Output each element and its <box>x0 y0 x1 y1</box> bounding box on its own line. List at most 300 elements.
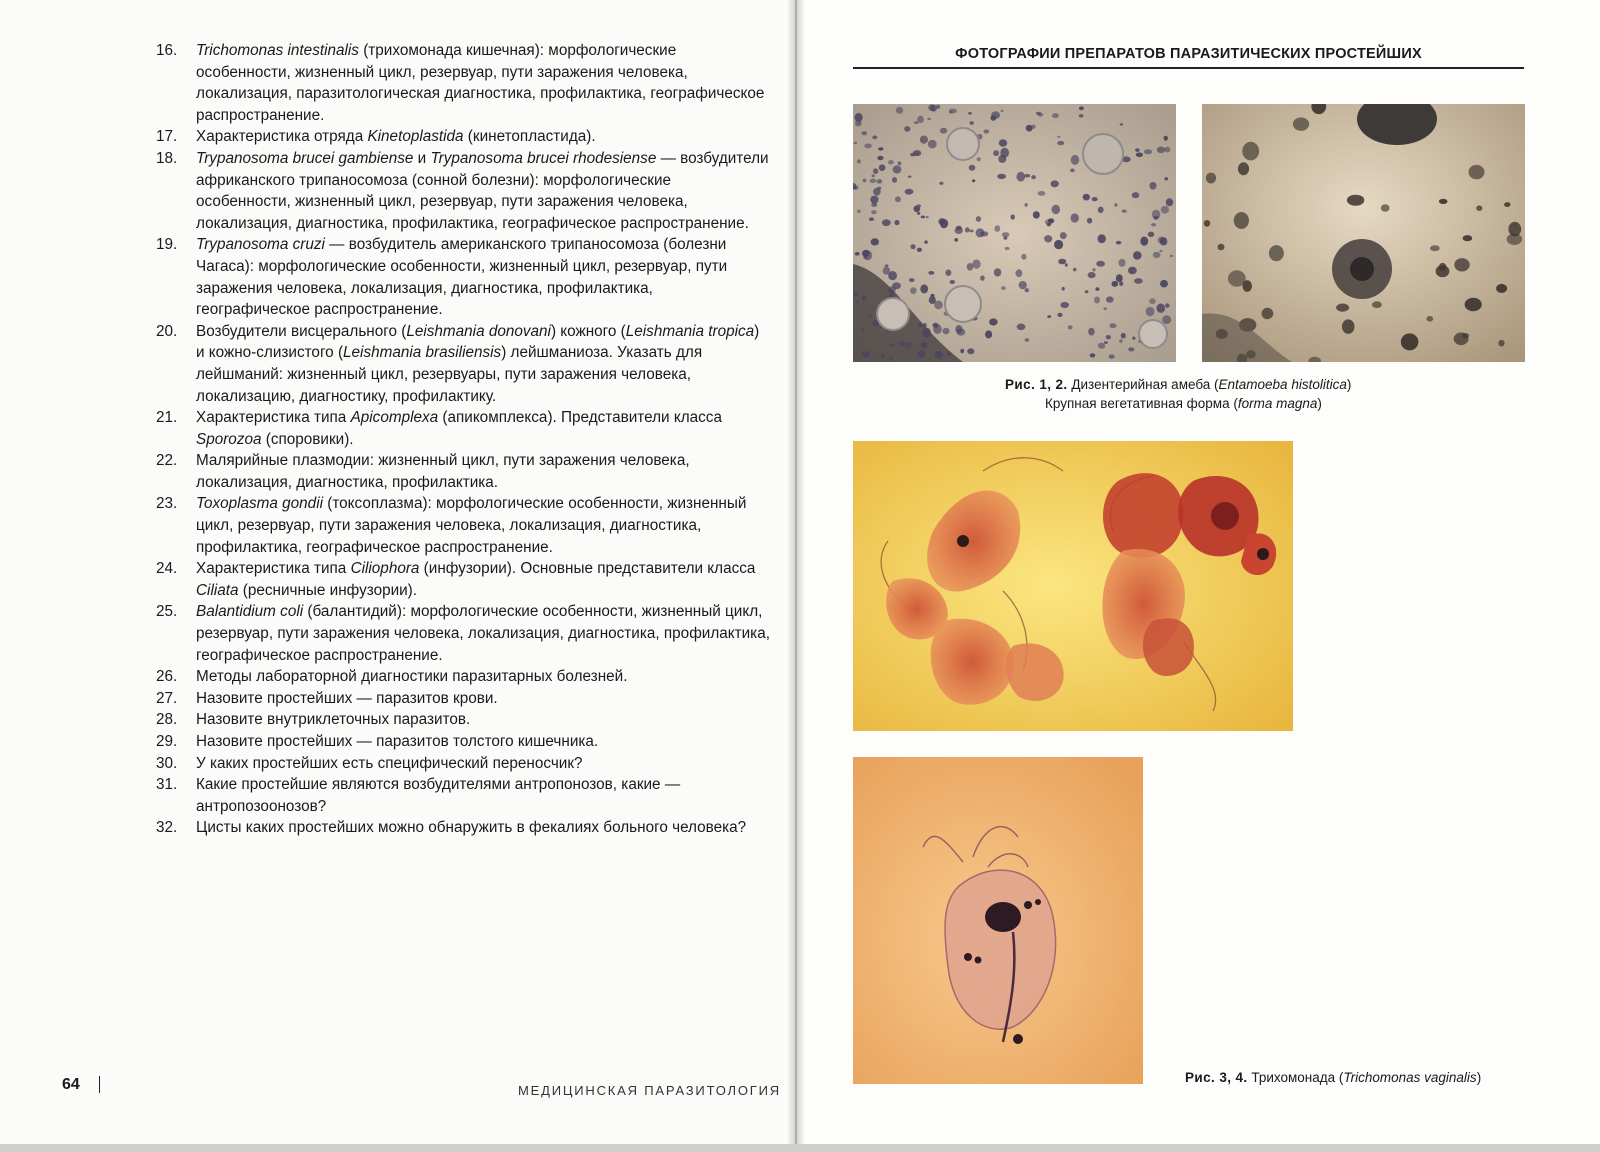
latin-name: Ciliophora <box>350 560 420 578</box>
stain-particle <box>1016 269 1023 277</box>
question-text: (трихомонада кишечная): морфологические особенности, жизненный цикл, резервуар, пути заражения человека, локализация, паразитологическая диагностика, профилактика, географическое распространение. <box>196 42 765 124</box>
stain-particle <box>909 278 915 282</box>
stain-particle <box>1269 245 1284 261</box>
stain-particle <box>1436 265 1450 277</box>
stain-particle <box>918 350 926 358</box>
question-text: и <box>413 149 431 167</box>
stain-particle <box>1150 182 1157 190</box>
stain-particle <box>1119 339 1123 342</box>
question-number: 16. <box>156 42 178 59</box>
stain-particle <box>1463 235 1473 241</box>
question-text: Назовите простейших — паразитов крови. <box>196 689 498 707</box>
stain-particle <box>899 341 906 347</box>
stain-particle <box>1088 328 1095 336</box>
stain-particle <box>957 329 966 336</box>
section-title: ФОТОГРАФИИ ПРЕПАРАТОВ ПАРАЗИТИЧЕСКИХ ПРОСТЕЙШИХ <box>955 46 1422 62</box>
stain-particle <box>862 303 865 306</box>
question-text: Назовите простейших — паразитов толстого кишечника. <box>196 733 599 750</box>
question-item <box>150 666 770 688</box>
stain-particle <box>1038 113 1043 117</box>
stain-particle <box>914 121 919 124</box>
stain-particle <box>1017 172 1026 182</box>
latin-name: Leishmania tropica <box>625 322 755 340</box>
stain-particle <box>1144 149 1152 154</box>
questions-list <box>150 40 770 839</box>
stain-particle <box>1132 192 1140 198</box>
stain-particle <box>1157 304 1166 313</box>
stain-particle <box>1119 259 1126 267</box>
latin-name: Balantidium coli <box>196 603 304 621</box>
stain-particle <box>1149 298 1155 304</box>
stain-particle <box>1019 281 1027 289</box>
stain-particle <box>1096 261 1105 267</box>
stain-particle <box>927 118 931 120</box>
question-text: Возбудители висцерального ( <box>196 322 407 340</box>
stain-particle <box>1342 319 1355 333</box>
stain-particle <box>914 205 921 212</box>
stain-particle <box>1057 313 1062 317</box>
stain-particle <box>882 219 891 226</box>
stain-particle <box>1057 136 1060 138</box>
stain-particle <box>920 284 928 293</box>
question-item <box>150 688 770 710</box>
stain-particle <box>862 131 868 135</box>
stain-particle <box>969 230 973 233</box>
stain-particle <box>911 244 916 249</box>
question-item <box>150 817 770 839</box>
stain-particle <box>1170 255 1173 257</box>
stain-particle <box>861 328 865 333</box>
stain-particle <box>885 264 889 267</box>
stain-particle <box>1106 296 1114 302</box>
question-text: ) лейшманиоза. Указать для лейшманий: жизненный цикл, резервуары, пути заражения человека, локализацию, диагностику, профилактику. <box>196 344 703 405</box>
stain-particle <box>1092 268 1095 271</box>
stain-particle <box>1128 347 1134 351</box>
latin-name: Apicomplexa <box>350 409 439 427</box>
stain-particle <box>1140 237 1148 246</box>
stain-particle <box>1083 194 1090 201</box>
stain-particle <box>1090 353 1096 357</box>
stain-particle <box>1032 125 1036 129</box>
stain-particle <box>984 129 990 133</box>
question-item <box>150 126 770 148</box>
stain-particle <box>1114 203 1117 207</box>
stain-particle <box>1092 197 1098 201</box>
stain-particle <box>896 107 903 114</box>
stain-particle <box>871 238 879 245</box>
caption-1-2-form: forma magna <box>1237 396 1318 411</box>
stain-particle <box>868 315 872 318</box>
stain-particle <box>999 139 1007 147</box>
stain-particle <box>877 179 882 183</box>
caption-3-4-species: Trichomonas vaginalis <box>1343 1070 1477 1085</box>
stain-particle <box>871 202 877 207</box>
question-text: Характеристика типа <box>196 409 351 427</box>
stain-particle <box>1234 212 1249 229</box>
figure-4-photo <box>853 757 1143 1084</box>
stain-particle <box>1005 247 1010 250</box>
figure-1-2-caption <box>1005 375 1351 413</box>
stain-particle <box>1430 245 1440 251</box>
page-bottom-edge <box>0 1144 1600 1152</box>
stain-particle <box>1031 175 1036 179</box>
stain-particle <box>1218 244 1225 251</box>
stain-particle <box>1146 307 1155 316</box>
stain-particle <box>1098 343 1106 349</box>
stain-particle <box>1504 202 1510 207</box>
stain-particle <box>1262 308 1274 319</box>
question-item <box>150 407 770 450</box>
caption-3-4-text: Трихомонада ( <box>1247 1070 1344 1085</box>
stain-particle <box>1159 250 1162 252</box>
stain-particle <box>918 323 923 328</box>
stain-particle <box>1157 147 1165 154</box>
question-text: Характеристика типа <box>196 560 351 578</box>
stain-particle <box>1133 251 1142 259</box>
stain-particle <box>976 216 981 222</box>
question-item <box>150 709 770 731</box>
stain-particle <box>1002 232 1010 237</box>
stain-particle <box>1242 142 1259 161</box>
stain-particle <box>1121 333 1126 339</box>
stain-particle <box>871 210 876 214</box>
stain-particle <box>864 144 871 149</box>
stain-particle <box>1228 270 1246 286</box>
stain-particle <box>1088 272 1096 278</box>
stain-particle <box>1128 267 1137 275</box>
question-item <box>150 40 770 126</box>
latin-name: Toxoplasma gondii <box>196 495 323 513</box>
stain-particle <box>1165 303 1170 308</box>
question-text: (ресничные инфузории). <box>238 581 418 599</box>
stain-particle <box>872 135 877 139</box>
stain-particle <box>940 128 947 134</box>
stain-particle <box>1164 177 1168 180</box>
figure-3-4-caption <box>1185 1068 1481 1087</box>
stain-particle <box>929 296 936 304</box>
stain-particle <box>968 112 972 115</box>
stain-particle <box>1134 278 1143 284</box>
stain-particle <box>940 219 948 228</box>
stain-particle <box>855 300 859 305</box>
stain-particle <box>1038 191 1046 196</box>
question-text: Малярийные плазмодии: жизненный цикл, пути заражения человека, локализация, диагностика, профилактика. <box>196 452 690 491</box>
stain-particle <box>1026 125 1033 132</box>
stain-particle <box>1372 301 1382 308</box>
stain-particle <box>920 136 928 144</box>
stain-particle <box>923 323 927 327</box>
stain-particle <box>950 280 955 284</box>
stain-particle <box>1095 287 1099 291</box>
stain-particle <box>1025 338 1029 341</box>
stain-particle <box>1024 174 1030 178</box>
stain-particle <box>855 113 863 122</box>
latin-name: Trypanosoma brucei gambiense <box>196 149 414 167</box>
stain-particle <box>972 179 975 182</box>
stain-particle <box>1079 114 1084 117</box>
stain-particle <box>1017 324 1026 331</box>
stain-particle <box>1132 337 1135 340</box>
caption-1-2-species: Entamoeba histolitica <box>1218 377 1347 392</box>
question-text: — возбудители африканского трипаносомоза (сонной болезни): морфологические особенности, жизненный цикл, резервуар, пути заражения человека, локализация, диагностика, профилактика, географическое распространение. <box>196 149 769 232</box>
stain-particle <box>1071 155 1079 165</box>
stain-particle <box>1054 240 1063 249</box>
stain-particle <box>1476 205 1482 211</box>
stain-particle <box>908 176 912 178</box>
stain-particle <box>1454 333 1469 346</box>
stain-particle <box>893 165 902 173</box>
stain-particle <box>1033 211 1040 218</box>
stain-particle <box>976 228 985 237</box>
stain-particle <box>1071 213 1079 222</box>
stain-particle <box>917 212 920 215</box>
question-text: Цисты каких простейших можно обнаружить в фекалиях больного человека? <box>196 819 747 837</box>
stain-particle <box>1021 254 1026 260</box>
question-number: 31. <box>156 776 178 794</box>
latin-name: Trypanosoma brucei rhodesiense <box>430 149 657 167</box>
stain-particle <box>960 349 964 354</box>
stain-particle <box>1047 315 1051 318</box>
stain-particle <box>1087 218 1092 224</box>
caption-1-2-text: Дизентерийная амеба ( <box>1067 377 1219 392</box>
question-text: (кинетопластида). <box>463 128 596 146</box>
stain-particle <box>1048 219 1054 224</box>
stain-particle <box>1025 288 1030 292</box>
stain-particle <box>947 352 951 357</box>
stain-particle <box>1116 274 1123 282</box>
stain-particle <box>862 296 867 301</box>
stain-particle <box>943 328 950 335</box>
stain-particle <box>855 252 860 256</box>
stain-particle <box>1465 298 1482 312</box>
latin-name: Ciliata <box>196 581 239 599</box>
question-number: 21. <box>156 409 178 427</box>
stain-particle <box>906 342 912 348</box>
stain-particle <box>921 342 928 348</box>
figure-3-photo <box>853 441 1293 731</box>
stain-particle <box>1103 307 1107 310</box>
question-item <box>150 450 770 493</box>
stain-particle <box>917 248 922 252</box>
stain-particle <box>1079 106 1084 110</box>
title-rule <box>853 67 1524 69</box>
question-text: (балантидий): морфологические особенности, жизненный цикл, резервуар, пути заражения человека, локализация, диагностика, профилактика, географическое распространение. <box>196 603 770 664</box>
question-number: 17. <box>156 128 178 146</box>
stain-particle <box>1058 259 1066 265</box>
question-text: (токсоплазма): морфологические особенности, жизненный цикл, резервуар, пути заражения человека, локализация, диагностика, профилактика, географическое распространение. <box>196 495 747 556</box>
stain-particle <box>928 271 934 275</box>
stain-particle <box>888 160 894 164</box>
stain-particle <box>905 189 914 195</box>
stain-particle <box>1162 315 1171 324</box>
stain-particle <box>939 182 943 185</box>
question-text: Методы лабораторной диагностики паразитарных болезней. <box>196 668 628 686</box>
stain-particle <box>969 165 976 171</box>
stain-particle <box>965 227 970 232</box>
stain-particle <box>972 260 980 269</box>
stain-particle <box>994 225 1000 232</box>
question-item <box>150 601 770 666</box>
question-item <box>150 148 770 234</box>
stain-particle <box>1062 287 1065 291</box>
stain-particle <box>1051 180 1059 187</box>
stain-particle <box>924 240 927 243</box>
question-number: 19. <box>156 236 178 254</box>
stain-particle <box>926 216 929 218</box>
question-number: 22. <box>156 452 178 470</box>
stain-particle <box>1116 241 1122 245</box>
stain-particle <box>1136 153 1143 158</box>
stain-particle <box>1204 220 1210 227</box>
question-item <box>150 774 770 817</box>
stain-particle <box>1070 169 1075 173</box>
stain-particle <box>898 161 902 165</box>
stain-particle <box>863 179 867 183</box>
caption-1-2-close: ) <box>1346 377 1352 392</box>
stain-particle <box>1439 199 1448 204</box>
question-number: 30. <box>156 754 178 772</box>
stain-particle <box>1104 341 1108 343</box>
stain-particle <box>985 330 992 338</box>
stain-particle <box>1073 268 1077 272</box>
stain-particle <box>1164 147 1170 153</box>
stain-particle <box>991 115 997 121</box>
caption-1-2-subclose: ) <box>1317 396 1322 411</box>
question-number: 24. <box>156 560 178 578</box>
stain-particle <box>857 210 861 213</box>
stain-particle <box>1025 203 1028 207</box>
question-text: (апикомплекса). Представители класса <box>438 409 722 427</box>
stain-particle <box>910 287 917 294</box>
stain-particle <box>1060 302 1069 308</box>
stain-particle <box>934 351 942 358</box>
latin-name: Leishmania brasiliensis <box>343 344 502 362</box>
caption-1-2-subtext: Крупная вегетативная форма ( <box>1045 396 1238 411</box>
stain-particle <box>892 177 897 183</box>
stain-particle <box>1347 195 1364 206</box>
question-text: ) кожного ( <box>550 322 626 340</box>
stain-particle <box>1011 214 1015 219</box>
stain-particle <box>967 348 974 354</box>
stain-particle <box>889 344 894 348</box>
stain-particle <box>998 155 1006 163</box>
question-item <box>150 493 770 558</box>
stain-particle <box>977 157 981 161</box>
question-item <box>150 731 770 753</box>
stain-particle <box>1161 206 1169 214</box>
stain-particle <box>1000 110 1003 112</box>
figure-3-4-label: Рис. 3, 4. <box>1185 1070 1248 1085</box>
page-number: 64 <box>62 1076 80 1093</box>
stain-particle <box>910 153 915 157</box>
stain-particle <box>877 187 881 190</box>
stain-particle <box>1052 113 1059 118</box>
stain-particle <box>1119 281 1123 286</box>
stain-particle <box>1206 173 1216 184</box>
stain-particle <box>1094 297 1100 304</box>
stain-particle <box>869 217 874 221</box>
stain-particle <box>1085 290 1089 293</box>
stain-particle <box>970 121 974 125</box>
question-item <box>150 558 770 601</box>
stain-particle <box>1057 141 1064 145</box>
stain-particle <box>894 220 899 225</box>
running-title: МЕДИЦИНСКАЯ ПАРАЗИТОЛОГИЯ <box>518 1083 781 1098</box>
question-text: ) и кожно-слизистого ( <box>196 322 760 362</box>
stain-particle <box>956 226 962 230</box>
stain-particle <box>890 291 893 295</box>
stain-particle <box>1160 280 1168 288</box>
stain-particle <box>1098 207 1104 213</box>
stain-particle <box>1164 136 1168 141</box>
stain-particle <box>895 196 901 202</box>
stain-particle <box>921 216 925 219</box>
stain-particle <box>917 116 924 123</box>
question-number: 32. <box>156 819 178 837</box>
question-text: (инфузории). Основные представители класса <box>419 560 756 578</box>
stain-particle <box>1160 237 1168 245</box>
stain-particle <box>1401 333 1419 350</box>
stain-particle <box>928 140 937 149</box>
question-number: 29. <box>156 733 178 750</box>
stain-particle <box>854 142 858 144</box>
latin-name: Trypanosoma cruzi <box>196 236 325 254</box>
stain-particle <box>980 275 985 280</box>
stain-particle <box>863 256 868 259</box>
stain-particle <box>862 351 871 358</box>
stain-particle <box>922 328 930 338</box>
figure-2-photo <box>1202 104 1525 362</box>
stain-particle <box>904 126 910 132</box>
stain-particle <box>857 159 861 163</box>
latin-name: Sporozoa <box>196 430 262 448</box>
question-number: 20. <box>156 322 178 340</box>
question-number: 25. <box>156 603 178 621</box>
stain-particle <box>1426 316 1433 322</box>
question-item <box>150 321 770 407</box>
stain-particle <box>870 179 877 183</box>
question-text: Назовите внутриклеточных паразитов. <box>196 711 471 729</box>
stain-particle <box>1166 198 1173 206</box>
stain-particle <box>1336 304 1349 312</box>
stain-particle <box>1068 325 1073 329</box>
stain-particle <box>881 354 885 357</box>
stain-particle <box>1060 232 1067 239</box>
stain-particle <box>1052 205 1061 214</box>
question-text: (споровики). <box>261 430 354 448</box>
stain-particle <box>1153 252 1161 258</box>
stain-particle <box>1001 286 1006 290</box>
stain-particle <box>1109 354 1115 358</box>
question-number: 23. <box>156 495 178 513</box>
question-text: Характеристика отряда <box>196 128 368 146</box>
caption-3-4-close: ) <box>1476 1070 1482 1085</box>
stain-particle <box>872 174 875 177</box>
question-number: 28. <box>156 711 178 729</box>
stain-particle <box>1122 210 1127 213</box>
question-item <box>150 753 770 775</box>
stain-particle <box>890 357 893 361</box>
stain-particle <box>853 292 857 296</box>
stain-particle <box>1044 235 1052 242</box>
question-item <box>150 234 770 320</box>
stain-particle <box>878 147 883 150</box>
page-number-divider <box>99 1076 100 1093</box>
stain-particle <box>994 268 1001 276</box>
stain-particle <box>877 156 883 161</box>
question-number: 18. <box>156 149 178 167</box>
stain-particle <box>1098 234 1106 243</box>
